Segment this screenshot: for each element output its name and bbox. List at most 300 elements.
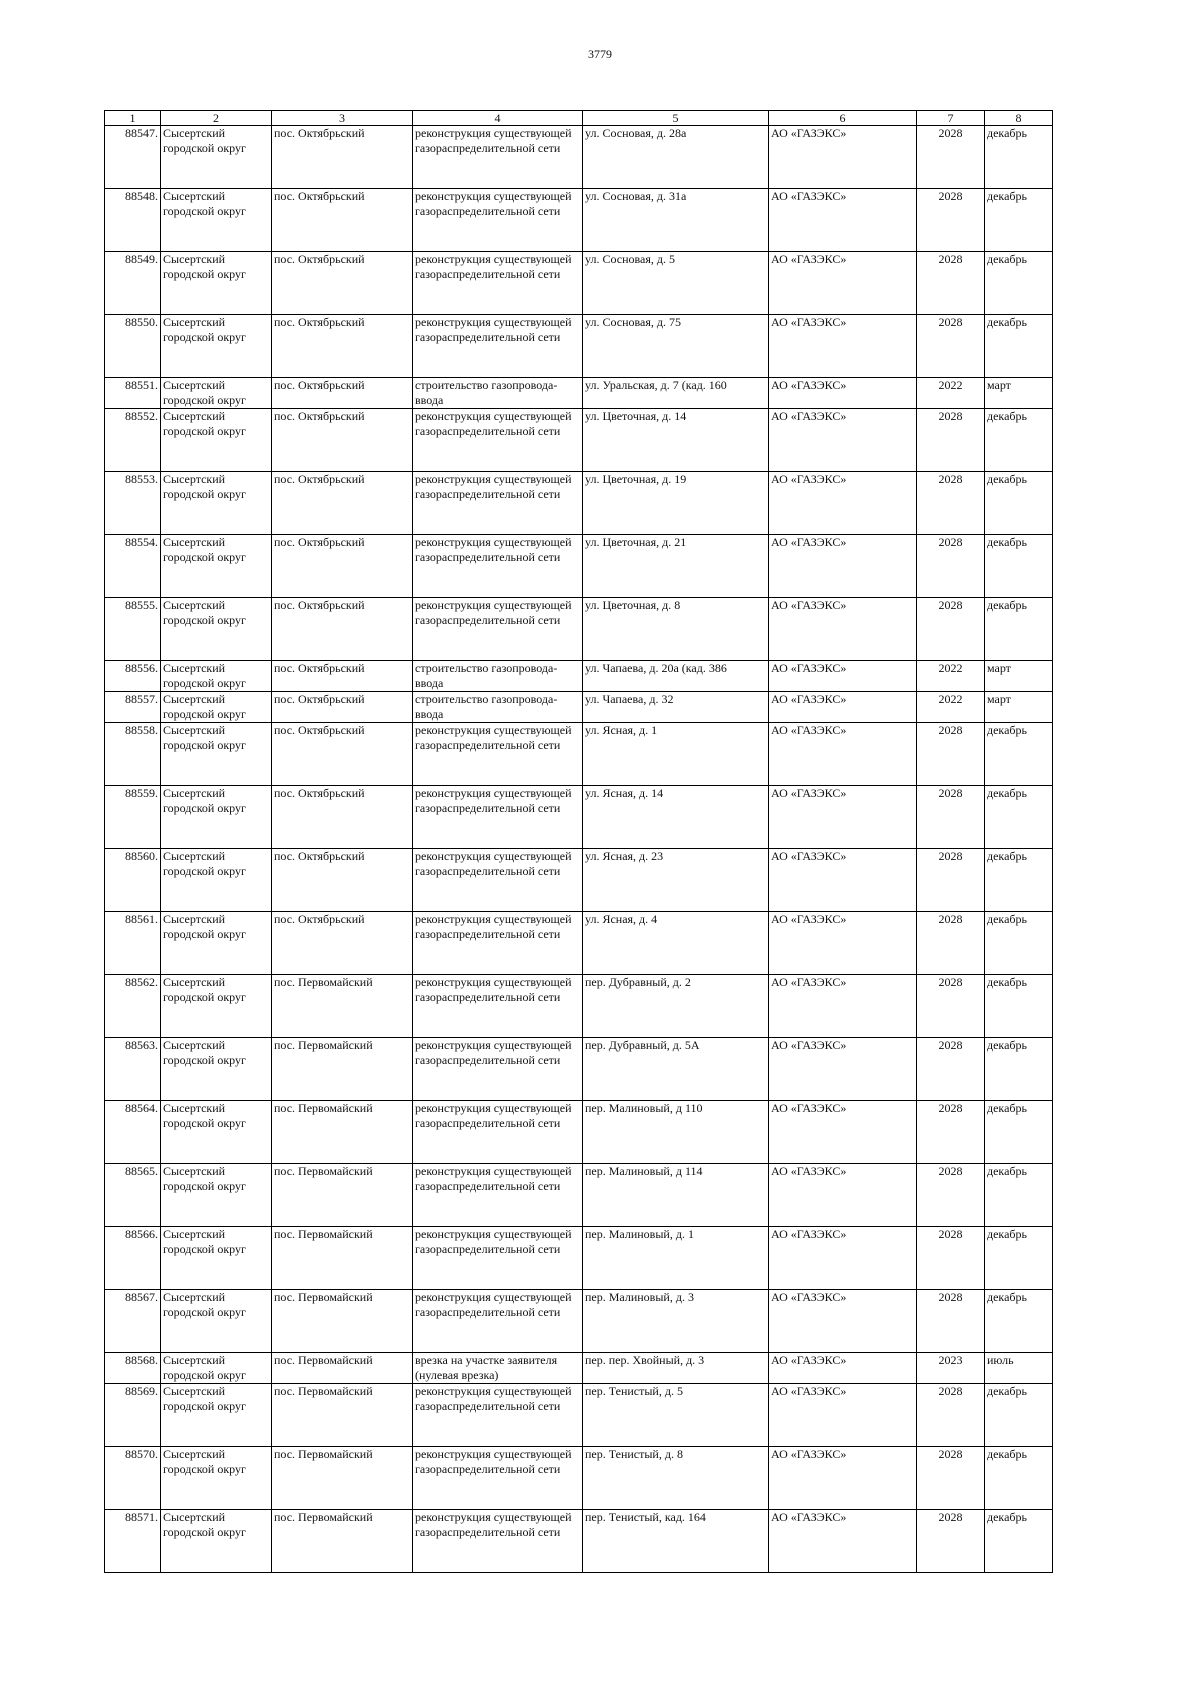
- locality-cell-text: пос. Октябрьский: [274, 472, 365, 486]
- year-cell-text: 2028: [938, 849, 963, 863]
- locality-cell: [272, 723, 413, 786]
- year-cell-text: 2028: [938, 1510, 963, 1524]
- table-row: [105, 1164, 1053, 1227]
- organization-cell: [769, 1353, 917, 1384]
- table-row: [105, 1510, 1053, 1573]
- row-number-text: 88564.: [125, 1101, 158, 1115]
- locality-cell-text: пос. Первомайский: [274, 1038, 373, 1052]
- address-cell-text: пер. Дубравный, д. 5А: [585, 1038, 700, 1052]
- year-cell-text: 2022: [938, 692, 963, 706]
- work-type-cell: [413, 252, 583, 315]
- organization-cell: [769, 912, 917, 975]
- district-cell-text: Сысертский городской округ: [163, 1290, 246, 1319]
- page-number: 3779: [588, 47, 612, 61]
- organization-cell: [769, 849, 917, 912]
- work-type-cell: [413, 472, 583, 535]
- district-cell-text: Сысертский городской округ: [163, 1164, 246, 1193]
- row-number-text: 88557.: [125, 692, 158, 706]
- month-cell: [985, 252, 1053, 315]
- locality-cell: [272, 598, 413, 661]
- year-cell-text: 2028: [938, 1227, 963, 1241]
- work-type-cell-text: реконструкция существующей газораспределительной сети: [415, 912, 572, 941]
- district-cell-text: Сысертский городской округ: [163, 786, 246, 815]
- row-number: [105, 1384, 161, 1447]
- address-cell: [583, 849, 769, 912]
- month-cell-text: декабрь: [987, 1384, 1027, 1398]
- district-cell: [161, 472, 272, 535]
- organization-cell: [769, 1101, 917, 1164]
- row-number: [105, 1510, 161, 1573]
- address-cell-text: ул. Цветочная, д. 8: [585, 598, 681, 612]
- table-row: [105, 598, 1053, 661]
- address-cell-text: ул. Сосновая, д. 75: [585, 315, 681, 329]
- organization-cell-text: АО «ГАЗЭКС»: [771, 189, 847, 203]
- locality-cell: [272, 912, 413, 975]
- month-cell-text: декабрь: [987, 252, 1027, 266]
- address-cell-text: ул. Уральская, д. 7 (кад. 160: [585, 378, 727, 392]
- row-number-text: 88549.: [125, 252, 158, 266]
- organization-cell-text: АО «ГАЗЭКС»: [771, 661, 847, 675]
- table-row: [105, 126, 1053, 189]
- locality-cell-text: пос. Первомайский: [274, 1447, 373, 1461]
- row-number-text: 88565.: [125, 1164, 158, 1178]
- district-cell-text: Сысертский городской округ: [163, 1101, 246, 1130]
- table-row: [105, 409, 1053, 472]
- year-cell: [917, 472, 985, 535]
- table-row: [105, 1290, 1053, 1353]
- locality-cell: [272, 472, 413, 535]
- locality-cell: [272, 1510, 413, 1573]
- year-cell-text: 2028: [938, 472, 963, 486]
- work-type-cell: [413, 723, 583, 786]
- organization-cell: [769, 378, 917, 409]
- address-cell: [583, 126, 769, 189]
- year-cell-text: 2028: [938, 126, 963, 140]
- year-cell-text: 2028: [938, 1164, 963, 1178]
- year-cell: [917, 786, 985, 849]
- year-cell: [917, 409, 985, 472]
- year-cell-text: 2028: [938, 1384, 963, 1398]
- table-row: [105, 975, 1053, 1038]
- table-row: [105, 378, 1053, 409]
- locality-cell-text: пос. Первомайский: [274, 1384, 373, 1398]
- organization-cell-text: АО «ГАЗЭКС»: [771, 786, 847, 800]
- organization-cell: [769, 692, 917, 723]
- address-cell-text: пер. Тенистый, кад. 164: [585, 1510, 706, 1524]
- locality-cell: [272, 378, 413, 409]
- month-cell: [985, 1101, 1053, 1164]
- year-cell-text: 2028: [938, 189, 963, 203]
- work-type-cell-text: реконструкция существующей газораспределительной сети: [415, 849, 572, 878]
- row-number: [105, 912, 161, 975]
- month-cell: [985, 126, 1053, 189]
- address-cell: [583, 661, 769, 692]
- work-type-cell: [413, 692, 583, 723]
- month-cell-text: декабрь: [987, 1510, 1027, 1524]
- locality-cell-text: пос. Октябрьский: [274, 692, 365, 706]
- year-cell-text: 2028: [938, 535, 963, 549]
- year-cell-text: 2028: [938, 315, 963, 329]
- district-cell-text: Сысертский городской округ: [163, 1447, 246, 1476]
- locality-cell-text: пос. Первомайский: [274, 1290, 373, 1304]
- locality-cell-text: пос. Первомайский: [274, 1227, 373, 1241]
- district-cell: [161, 1353, 272, 1384]
- column-header-3: 3: [272, 111, 413, 126]
- row-number-text: 88566.: [125, 1227, 158, 1241]
- row-number-text: 88558.: [125, 723, 158, 737]
- organization-cell: [769, 1290, 917, 1353]
- district-cell: [161, 1447, 272, 1510]
- locality-cell: [272, 315, 413, 378]
- locality-cell: [272, 1038, 413, 1101]
- year-cell: [917, 252, 985, 315]
- work-type-cell-text: реконструкция существующей газораспределительной сети: [415, 1510, 572, 1539]
- row-number: [105, 975, 161, 1038]
- row-number-text: 88562.: [125, 975, 158, 989]
- work-type-cell-text: реконструкция существующей газораспределительной сети: [415, 786, 572, 815]
- row-number: [105, 723, 161, 786]
- table-row: [105, 472, 1053, 535]
- year-cell: [917, 315, 985, 378]
- address-cell: [583, 315, 769, 378]
- row-number-text: 88550.: [125, 315, 158, 329]
- district-cell-text: Сысертский городской округ: [163, 252, 246, 281]
- work-type-cell-text: реконструкция существующей газораспределительной сети: [415, 126, 572, 155]
- column-header-7: 7: [917, 111, 985, 126]
- row-number: [105, 1447, 161, 1510]
- table-row: [105, 1101, 1053, 1164]
- month-cell: [985, 189, 1053, 252]
- year-cell: [917, 912, 985, 975]
- organization-cell-text: АО «ГАЗЭКС»: [771, 1227, 847, 1241]
- month-cell: [985, 1353, 1053, 1384]
- table-row: [105, 692, 1053, 723]
- work-type-cell: [413, 849, 583, 912]
- locality-cell-text: пос. Октябрьский: [274, 409, 365, 423]
- work-type-cell: [413, 975, 583, 1038]
- organization-cell: [769, 1227, 917, 1290]
- district-cell: [161, 1101, 272, 1164]
- year-cell-text: 2028: [938, 1101, 963, 1115]
- address-cell: [583, 975, 769, 1038]
- year-cell: [917, 1164, 985, 1227]
- district-cell-text: Сысертский городской округ: [163, 598, 246, 627]
- locality-cell: [272, 189, 413, 252]
- year-cell: [917, 661, 985, 692]
- row-number: [105, 315, 161, 378]
- organization-cell-text: АО «ГАЗЭКС»: [771, 912, 847, 926]
- month-cell: [985, 378, 1053, 409]
- row-number-text: 88551.: [125, 378, 158, 392]
- year-cell: [917, 1353, 985, 1384]
- district-cell: [161, 535, 272, 598]
- year-cell: [917, 1510, 985, 1573]
- organization-cell: [769, 1164, 917, 1227]
- month-cell-text: декабрь: [987, 1227, 1027, 1241]
- table-row: [105, 1384, 1053, 1447]
- district-cell-text: Сысертский городской округ: [163, 1227, 246, 1256]
- month-cell: [985, 692, 1053, 723]
- row-number-text: 88571.: [125, 1510, 158, 1524]
- month-cell: [985, 1384, 1053, 1447]
- address-cell: [583, 1290, 769, 1353]
- work-type-cell-text: реконструкция существующей газораспределительной сети: [415, 1290, 572, 1319]
- month-cell-text: декабрь: [987, 1101, 1027, 1115]
- organization-cell: [769, 1038, 917, 1101]
- work-type-cell-text: реконструкция существующей газораспределительной сети: [415, 723, 572, 752]
- year-cell: [917, 1447, 985, 1510]
- organization-cell-text: АО «ГАЗЭКС»: [771, 1353, 847, 1367]
- row-number-text: 88568.: [125, 1353, 158, 1367]
- month-cell-text: декабрь: [987, 535, 1027, 549]
- organization-cell-text: АО «ГАЗЭКС»: [771, 692, 847, 706]
- table-row: [105, 912, 1053, 975]
- district-cell-text: Сысертский городской округ: [163, 126, 246, 155]
- address-cell-text: ул. Ясная, д. 4: [585, 912, 658, 926]
- address-cell: [583, 1353, 769, 1384]
- address-cell-text: ул. Ясная, д. 1: [585, 723, 658, 737]
- organization-cell-text: АО «ГАЗЭКС»: [771, 723, 847, 737]
- month-cell-text: март: [987, 692, 1011, 706]
- work-type-cell: [413, 1038, 583, 1101]
- district-cell: [161, 1510, 272, 1573]
- work-type-cell: [413, 1384, 583, 1447]
- work-type-cell-text: реконструкция существующей газораспределительной сети: [415, 1227, 572, 1256]
- month-cell: [985, 975, 1053, 1038]
- address-cell-text: пер. Малиновый, д 114: [585, 1164, 703, 1178]
- district-cell: [161, 849, 272, 912]
- year-cell: [917, 723, 985, 786]
- locality-cell: [272, 692, 413, 723]
- year-cell: [917, 598, 985, 661]
- month-cell: [985, 1038, 1053, 1101]
- year-cell: [917, 189, 985, 252]
- organization-cell-text: АО «ГАЗЭКС»: [771, 1447, 847, 1461]
- district-cell: [161, 315, 272, 378]
- address-cell-text: ул. Сосновая, д. 5: [585, 252, 675, 266]
- district-cell-text: Сысертский городской округ: [163, 661, 246, 690]
- district-cell-text: Сысертский городской округ: [163, 849, 246, 878]
- address-cell-text: ул. Цветочная, д. 19: [585, 472, 687, 486]
- locality-cell-text: пос. Октябрьский: [274, 189, 365, 203]
- address-cell: [583, 252, 769, 315]
- month-cell-text: июль: [987, 1353, 1014, 1367]
- organization-cell-text: АО «ГАЗЭКС»: [771, 126, 847, 140]
- work-type-cell: [413, 1510, 583, 1573]
- table-row: [105, 1227, 1053, 1290]
- year-cell-text: 2028: [938, 252, 963, 266]
- month-cell-text: декабрь: [987, 598, 1027, 612]
- month-cell: [985, 1510, 1053, 1573]
- work-type-cell: [413, 1164, 583, 1227]
- month-cell: [985, 535, 1053, 598]
- locality-cell: [272, 849, 413, 912]
- organization-cell: [769, 315, 917, 378]
- address-cell: [583, 912, 769, 975]
- organization-cell: [769, 1510, 917, 1573]
- district-cell-text: Сысертский городской округ: [163, 975, 246, 1004]
- table-row: [105, 315, 1053, 378]
- column-header-6: 6: [769, 111, 917, 126]
- work-type-cell-text: реконструкция существующей газораспределительной сети: [415, 1038, 572, 1067]
- month-cell-text: декабрь: [987, 975, 1027, 989]
- address-cell-text: ул. Чапаева, д. 32: [585, 692, 674, 706]
- month-cell: [985, 786, 1053, 849]
- district-cell-text: Сысертский городской округ: [163, 535, 246, 564]
- address-cell-text: пер. Малиновый, д. 1: [585, 1227, 694, 1241]
- year-cell-text: 2028: [938, 1447, 963, 1461]
- district-cell: [161, 409, 272, 472]
- month-cell-text: декабрь: [987, 189, 1027, 203]
- month-cell: [985, 661, 1053, 692]
- locality-cell: [272, 1227, 413, 1290]
- address-cell-text: ул. Чапаева, д. 20а (кад. 386: [585, 661, 727, 675]
- organization-cell-text: АО «ГАЗЭКС»: [771, 472, 847, 486]
- organization-cell: [769, 189, 917, 252]
- organization-cell: [769, 252, 917, 315]
- locality-cell-text: пос. Первомайский: [274, 1164, 373, 1178]
- district-cell: [161, 1227, 272, 1290]
- work-type-cell: [413, 1353, 583, 1384]
- address-cell-text: ул. Ясная, д. 23: [585, 849, 664, 863]
- address-cell-text: ул. Сосновая, д. 31а: [585, 189, 687, 203]
- organization-cell-text: АО «ГАЗЭКС»: [771, 598, 847, 612]
- locality-cell-text: пос. Октябрьский: [274, 723, 365, 737]
- address-cell-text: ул. Ясная, д. 14: [585, 786, 664, 800]
- district-cell-text: Сысертский городской округ: [163, 692, 246, 721]
- row-number-text: 88554.: [125, 535, 158, 549]
- work-type-cell-text: реконструкция существующей газораспределительной сети: [415, 535, 572, 564]
- month-cell: [985, 1164, 1053, 1227]
- row-number: [105, 1038, 161, 1101]
- organization-cell: [769, 975, 917, 1038]
- year-cell-text: 2028: [938, 912, 963, 926]
- address-cell: [583, 598, 769, 661]
- address-cell: [583, 189, 769, 252]
- row-number: [105, 786, 161, 849]
- locality-cell-text: пос. Первомайский: [274, 1101, 373, 1115]
- year-cell: [917, 1101, 985, 1164]
- month-cell-text: декабрь: [987, 472, 1027, 486]
- organization-cell-text: АО «ГАЗЭКС»: [771, 1164, 847, 1178]
- work-type-cell-text: строительство газопровода-ввода: [415, 378, 558, 407]
- year-cell: [917, 1384, 985, 1447]
- locality-cell-text: пос. Октябрьский: [274, 126, 365, 140]
- district-cell: [161, 692, 272, 723]
- row-number: [105, 598, 161, 661]
- column-header-1: 1: [105, 111, 161, 126]
- year-cell: [917, 378, 985, 409]
- locality-cell: [272, 1101, 413, 1164]
- district-cell-text: Сысертский городской округ: [163, 409, 246, 438]
- work-type-cell: [413, 189, 583, 252]
- locality-cell-text: пос. Октябрьский: [274, 849, 365, 863]
- work-type-cell: [413, 661, 583, 692]
- year-cell-text: 2028: [938, 598, 963, 612]
- year-cell: [917, 692, 985, 723]
- locality-cell-text: пос. Октябрьский: [274, 535, 365, 549]
- work-type-cell: [413, 126, 583, 189]
- row-number-text: 88548.: [125, 189, 158, 203]
- organization-cell-text: АО «ГАЗЭКС»: [771, 378, 847, 392]
- locality-cell: [272, 252, 413, 315]
- year-cell: [917, 126, 985, 189]
- year-cell-text: 2028: [938, 786, 963, 800]
- organization-cell: [769, 1447, 917, 1510]
- district-cell: [161, 1164, 272, 1227]
- row-number: [105, 661, 161, 692]
- row-number-text: 88555.: [125, 598, 158, 612]
- district-cell-text: Сысертский городской округ: [163, 723, 246, 752]
- address-cell-text: пер. Малиновый, д. 3: [585, 1290, 694, 1304]
- column-header-5: 5: [583, 111, 769, 126]
- address-cell: [583, 723, 769, 786]
- work-type-cell-text: реконструкция существующей газораспределительной сети: [415, 598, 572, 627]
- month-cell: [985, 912, 1053, 975]
- column-header-8: 8: [985, 111, 1053, 126]
- row-number-text: 88547.: [125, 126, 158, 140]
- row-number: [105, 472, 161, 535]
- locality-cell: [272, 1353, 413, 1384]
- work-type-cell: [413, 378, 583, 409]
- row-number-text: 88561.: [125, 912, 158, 926]
- table-body: [105, 126, 1053, 1573]
- district-cell-text: Сысертский городской округ: [163, 378, 246, 407]
- address-cell: [583, 1164, 769, 1227]
- address-cell: [583, 535, 769, 598]
- district-cell-text: Сысертский городской округ: [163, 472, 246, 501]
- work-type-cell-text: реконструкция существующей газораспределительной сети: [415, 252, 572, 281]
- locality-cell: [272, 975, 413, 1038]
- address-cell: [583, 378, 769, 409]
- work-type-cell-text: строительство газопровода-ввода: [415, 661, 558, 690]
- district-cell: [161, 723, 272, 786]
- month-cell-text: декабрь: [987, 126, 1027, 140]
- month-cell-text: март: [987, 661, 1011, 675]
- row-number-text: 88552.: [125, 409, 158, 423]
- address-cell: [583, 1510, 769, 1573]
- header-row: [105, 111, 1053, 126]
- address-cell-text: ул. Цветочная, д. 21: [585, 535, 687, 549]
- row-number-text: 88556.: [125, 661, 158, 675]
- locality-cell-text: пос. Первомайский: [274, 975, 373, 989]
- address-cell: [583, 1101, 769, 1164]
- address-cell: [583, 409, 769, 472]
- month-cell: [985, 1227, 1053, 1290]
- locality-cell-text: пос. Октябрьский: [274, 786, 365, 800]
- organization-cell: [769, 598, 917, 661]
- locality-cell: [272, 1384, 413, 1447]
- address-cell-text: пер. Малиновый, д 110: [585, 1101, 703, 1115]
- organization-cell: [769, 786, 917, 849]
- work-type-cell: [413, 1101, 583, 1164]
- work-type-cell-text: реконструкция существующей газораспределительной сети: [415, 1164, 572, 1193]
- address-cell: [583, 472, 769, 535]
- table-row: [105, 1353, 1053, 1384]
- month-cell: [985, 1447, 1053, 1510]
- work-type-cell: [413, 912, 583, 975]
- organization-cell: [769, 472, 917, 535]
- month-cell: [985, 598, 1053, 661]
- row-number: [105, 1290, 161, 1353]
- work-type-cell-text: реконструкция существующей газораспределительной сети: [415, 315, 572, 344]
- locality-cell: [272, 409, 413, 472]
- district-cell-text: Сысертский городской округ: [163, 1038, 246, 1067]
- row-number: [105, 409, 161, 472]
- address-cell: [583, 1227, 769, 1290]
- district-cell: [161, 786, 272, 849]
- organization-cell-text: АО «ГАЗЭКС»: [771, 1510, 847, 1524]
